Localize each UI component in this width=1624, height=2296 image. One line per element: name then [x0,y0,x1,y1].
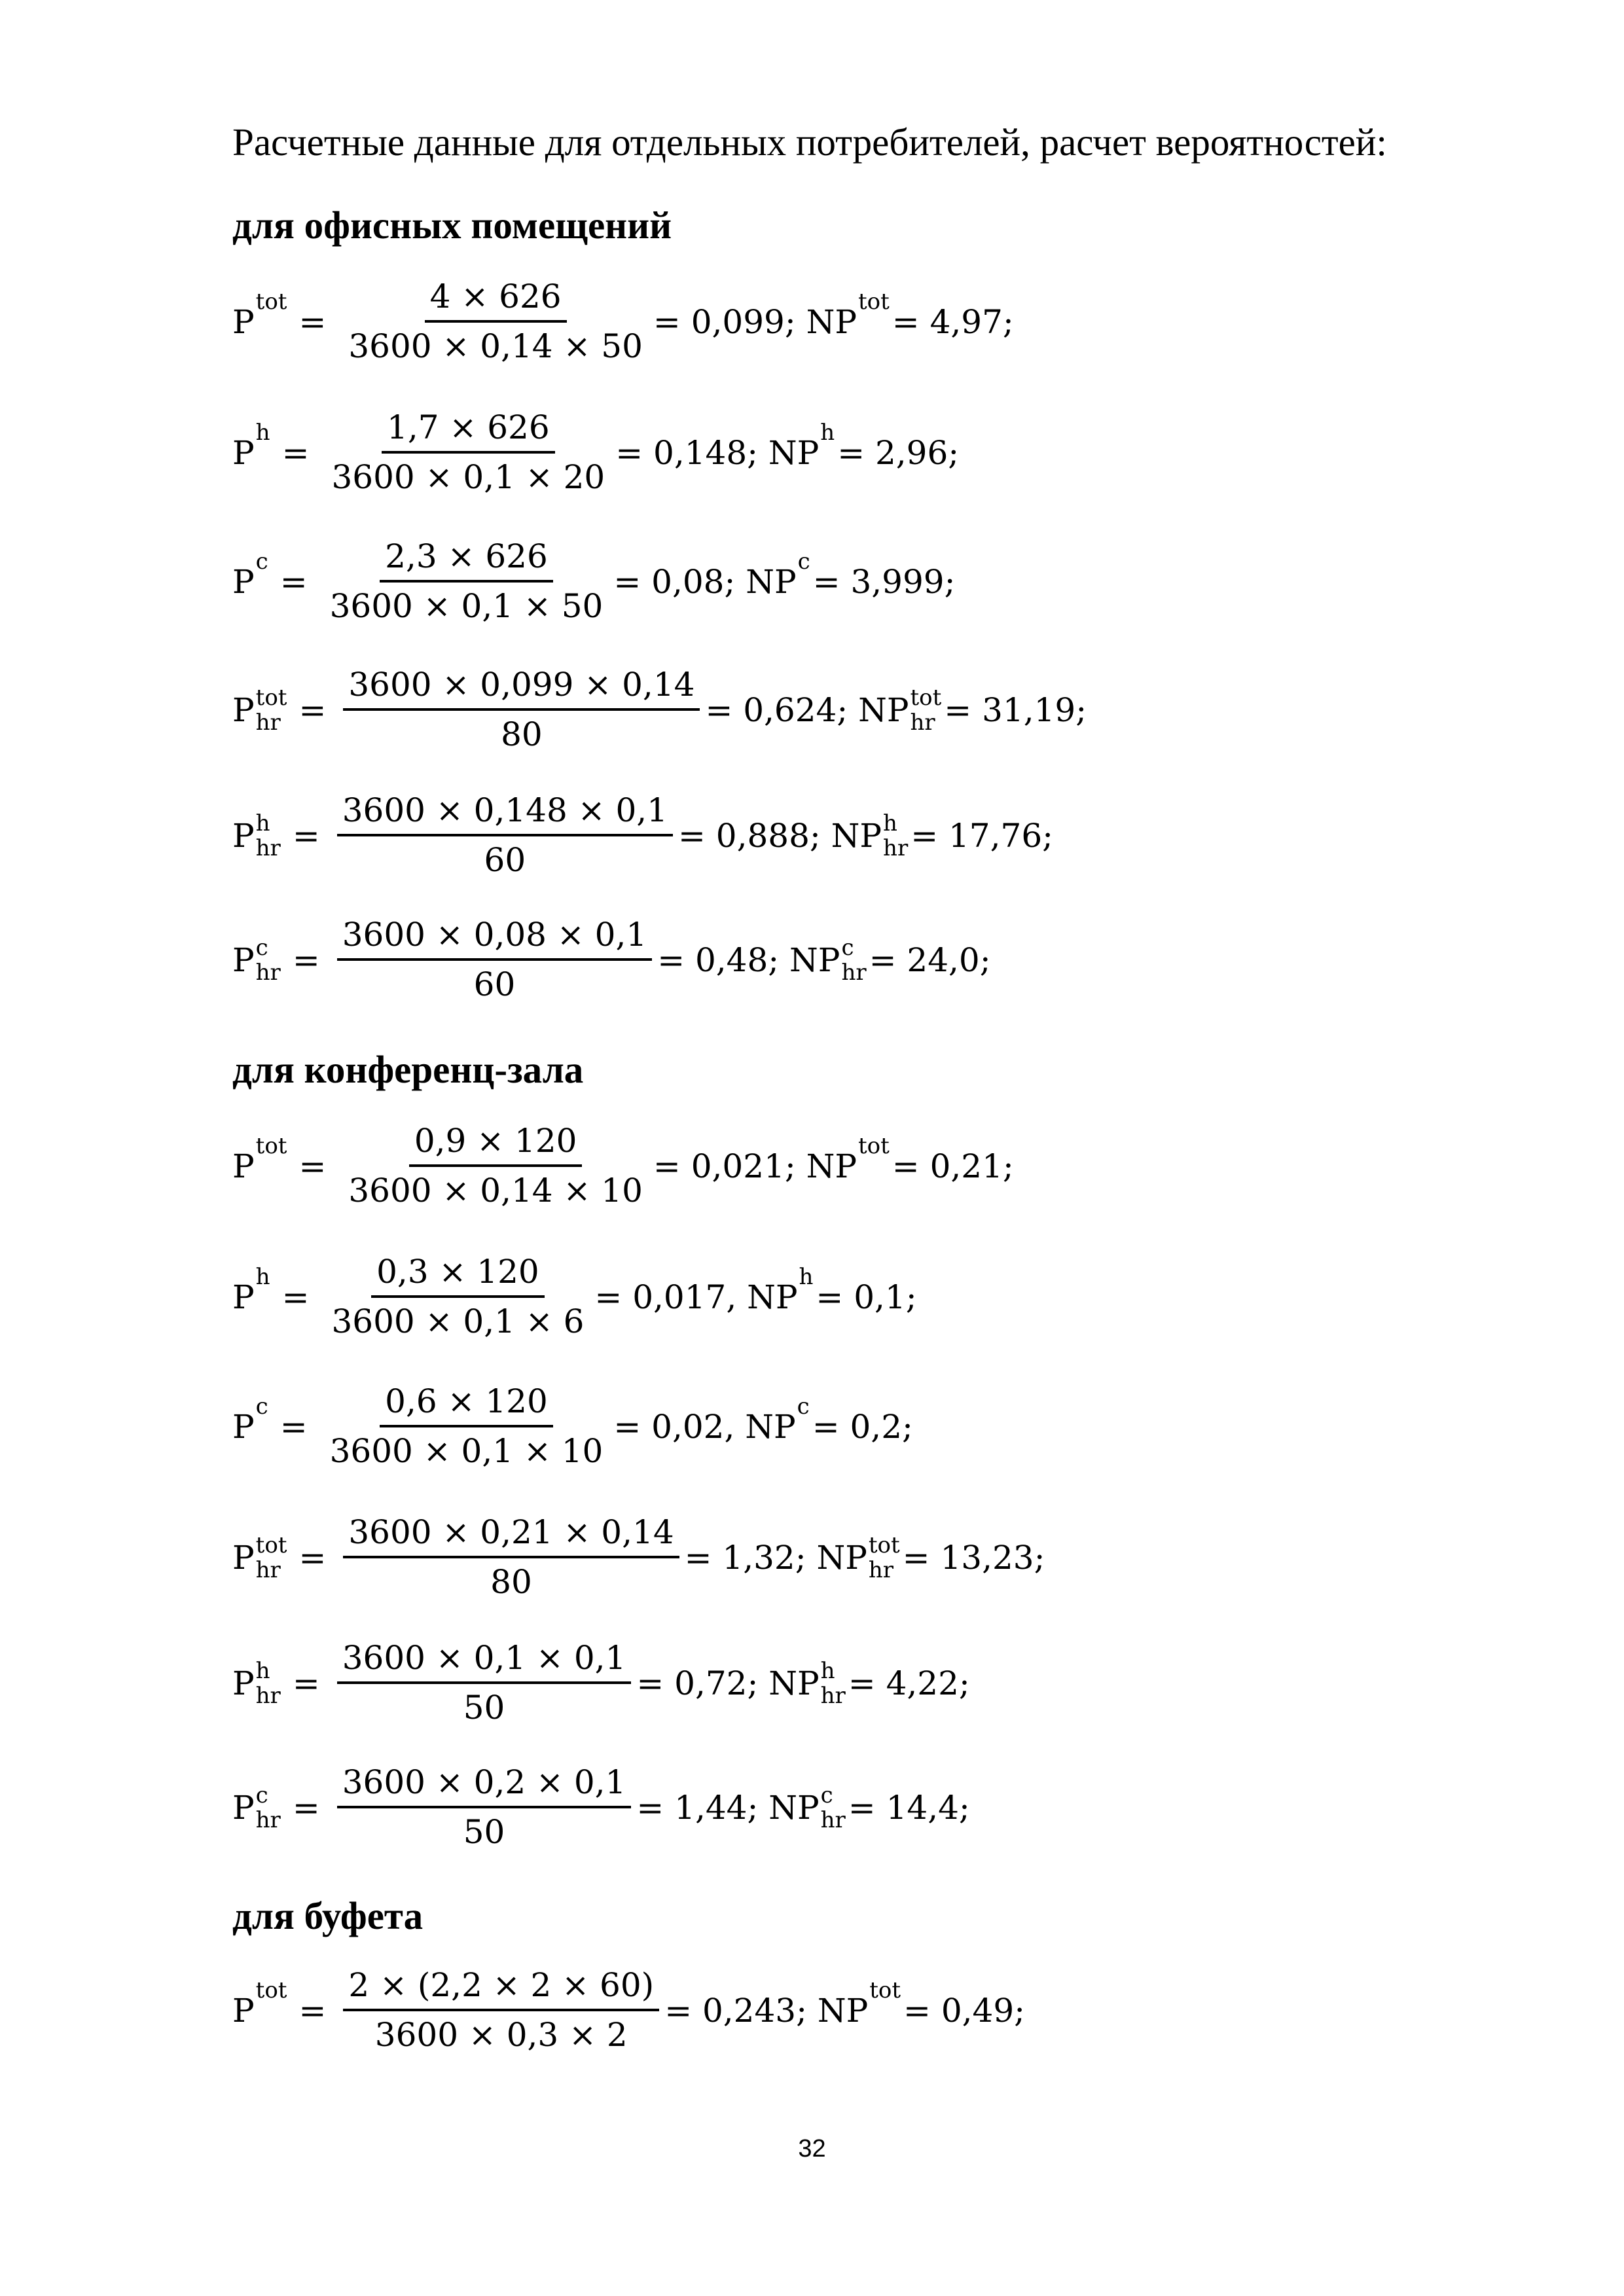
probability-symbol [232,934,281,986]
result [594,1263,814,1316]
denominator: 80 [490,1562,532,1601]
result-value: = 1,44; NP [636,1788,820,1827]
fraction [326,409,610,496]
subscript: hr [255,959,281,986]
section-heading-buffet: для буфета [232,1894,424,1937]
section-heading-offices: для офисных помещений [232,204,672,247]
superscript: tot [910,684,942,711]
equals-sign: = [298,1538,327,1577]
equals-sign: = [298,302,327,341]
symbol-base: P [232,941,255,979]
result-value: = 1,32; NP [684,1538,867,1577]
superscript: h [255,810,270,836]
page-number: 32 [798,2135,826,2162]
fraction [343,1514,679,1601]
denominator: 3600 × 0,3 × 2 [374,2015,628,2054]
probability-symbol [232,684,287,736]
superscript: h [820,419,835,446]
symbol-base: P [232,1991,255,2030]
equals-sign: = [298,1147,327,1185]
equals-sign: = [281,433,310,472]
probability-symbol [232,812,281,859]
numerator: 0,3 × 120 [371,1253,545,1298]
superscript: h [255,1657,270,1684]
np-value: = 0,49; [903,1991,1026,2030]
result [613,1393,810,1446]
numerator: 0,6 × 120 [380,1383,553,1427]
np-value: = 0,2; [812,1407,913,1446]
subscript: hr [868,1556,894,1583]
fraction [337,916,652,1003]
numerator: 2,3 × 626 [380,538,553,583]
result-value: = 0,888; NP [677,816,882,855]
subscript: hr [255,1682,281,1709]
symbol-base: P [232,433,255,472]
numerator: 3600 × 0,1 × 0,1 [337,1640,632,1684]
fraction [325,1383,609,1470]
superscript: tot [869,1977,901,2003]
fraction [343,666,700,753]
fraction [337,1764,632,1851]
superscript: h [883,810,897,836]
subscript: hr [820,1682,846,1709]
equation [232,1764,970,1851]
denominator: 60 [473,965,516,1003]
probability-symbol [232,288,287,341]
result [685,1534,900,1581]
np-value: = 24,0; [869,941,991,979]
denominator: 3600 × 0,1 × 50 [329,586,604,625]
numerator: 2 × (2,2 × 2 × 60) [343,1967,659,2011]
result [664,1977,901,2030]
result-value: = 0,148; NP [615,433,820,472]
section-heading-conference-hall: для конференц-зала [232,1048,584,1091]
result [636,1784,845,1831]
equals-sign: = [280,562,308,601]
np-value: = 4,22; [848,1664,970,1702]
superscript: tot [857,1132,890,1159]
numerator: 3600 × 0,099 × 0,14 [343,666,700,711]
equals-sign: = [298,1991,327,2030]
equation [232,409,959,496]
result-value: = 0,099; NP [653,302,857,341]
np-value: = 0,1; [816,1278,917,1316]
fraction [326,1253,589,1340]
equation [232,916,991,1003]
equation [232,1640,970,1727]
probability-symbol [232,1534,287,1581]
superscript: tot [255,1132,287,1159]
denominator: 50 [463,1812,505,1851]
subscript: hr [841,959,867,986]
numerator: 3600 × 0,2 × 0,1 [337,1764,632,1808]
superscript: c [255,1393,268,1420]
denominator: 50 [463,1688,505,1727]
superscript: h [255,1263,270,1290]
superscript: h [799,1263,814,1290]
subscript: hr [910,709,935,736]
np-value: = 13,23; [902,1538,1045,1577]
equals-sign: = [292,941,320,979]
denominator: 3600 × 0,1 × 20 [331,457,605,496]
equals-sign: = [292,1664,320,1702]
symbol-base: P [232,1664,255,1702]
superscript: c [797,1393,810,1420]
denominator: 3600 × 0,14 × 50 [348,327,643,365]
equals-sign: = [292,1788,320,1827]
equation [232,792,1053,879]
result-value: = 0,243; NP [664,1991,869,2030]
equals-sign: = [281,1278,310,1316]
superscript: tot [255,684,287,711]
superscript: tot [255,1532,287,1558]
denominator: 3600 × 0,1 × 6 [331,1302,585,1340]
subscript: hr [255,1556,281,1583]
denominator: 3600 × 0,1 × 10 [329,1431,604,1470]
probability-symbol [232,1132,287,1185]
np-value: = 4,97; [892,302,1014,341]
subscript: hr [820,1806,846,1833]
symbol-base: P [232,691,255,729]
np-value: = 3,999; [812,562,956,601]
superscript: tot [868,1532,900,1558]
equation [232,1967,1025,2054]
fraction [343,1967,659,2054]
numerator: 4 × 626 [425,278,567,323]
result [653,1132,890,1185]
superscript: h [820,1657,835,1684]
subscript: hr [255,709,281,736]
superscript: h [255,419,270,446]
symbol-base: P [232,1788,255,1827]
symbol-base: P [232,816,255,855]
subscript: hr [255,1806,281,1833]
probability-symbol [232,1657,281,1709]
equation [232,278,1014,365]
fraction [337,1640,632,1727]
result-value: = 0,017, NP [594,1278,798,1316]
superscript: c [797,548,810,575]
superscript: c [255,1782,268,1808]
equation [232,666,1087,753]
probability-symbol [232,1784,281,1831]
numerator: 3600 × 0,148 × 0,1 [337,792,673,836]
result [678,812,908,859]
probability-symbol [232,548,268,601]
superscript: tot [857,288,890,315]
result-value: = 0,02, NP [613,1407,796,1446]
result [653,288,890,341]
symbol-base: P [232,562,255,601]
subscript: hr [883,834,909,861]
equals-sign: = [298,691,327,729]
result-value: = 0,624; NP [705,691,909,729]
result-value: = 0,08; NP [613,562,797,601]
equals-sign: = [292,816,320,855]
equation [232,538,955,625]
result [615,419,835,472]
superscript: c [255,548,268,575]
equation [232,1383,913,1470]
superscript: c [255,934,268,961]
numerator: 1,7 × 626 [382,409,555,454]
fraction [325,538,609,625]
denominator: 80 [501,715,543,753]
superscript: c [820,1782,833,1808]
np-value: = 14,4; [848,1788,970,1827]
symbol-base: P [232,1278,255,1316]
result [705,684,942,736]
symbol-base: P [232,1538,255,1577]
np-value: = 17,76; [911,816,1053,855]
superscript: c [841,934,854,961]
result-value: = 0,72; NP [636,1664,820,1702]
denominator: 3600 × 0,14 × 10 [348,1171,643,1210]
equals-sign: = [280,1407,308,1446]
superscript: tot [255,1977,287,2003]
np-value: = 31,19; [944,691,1087,729]
denominator: 60 [484,840,526,879]
subscript: hr [255,834,281,861]
fraction [343,278,648,365]
fraction [343,1122,648,1210]
equation [232,1514,1045,1601]
result [636,1657,846,1709]
probability-symbol [232,1263,270,1316]
np-value: = 0,21; [892,1147,1014,1185]
superscript: tot [255,288,287,315]
probability-symbol [232,1977,287,2030]
equation [232,1253,917,1340]
np-value: = 2,96; [837,433,960,472]
symbol-base: P [232,302,255,341]
numerator: 3600 × 0,21 × 0,14 [343,1514,679,1558]
result [613,548,810,601]
numerator: 0,9 × 120 [409,1122,583,1167]
result-value: = 0,48; NP [657,941,840,979]
equation [232,1122,1014,1210]
probability-symbol [232,1393,268,1446]
symbol-base: P [232,1147,255,1185]
fraction [337,792,673,879]
symbol-base: P [232,1407,255,1446]
result [657,934,867,986]
result-value: = 0,021; NP [653,1147,857,1185]
intro-paragraph: Расчетные данные для отдельных потребителей, расчет вероятностей: [232,120,1387,164]
probability-symbol [232,419,270,472]
numerator: 3600 × 0,08 × 0,1 [337,916,652,961]
